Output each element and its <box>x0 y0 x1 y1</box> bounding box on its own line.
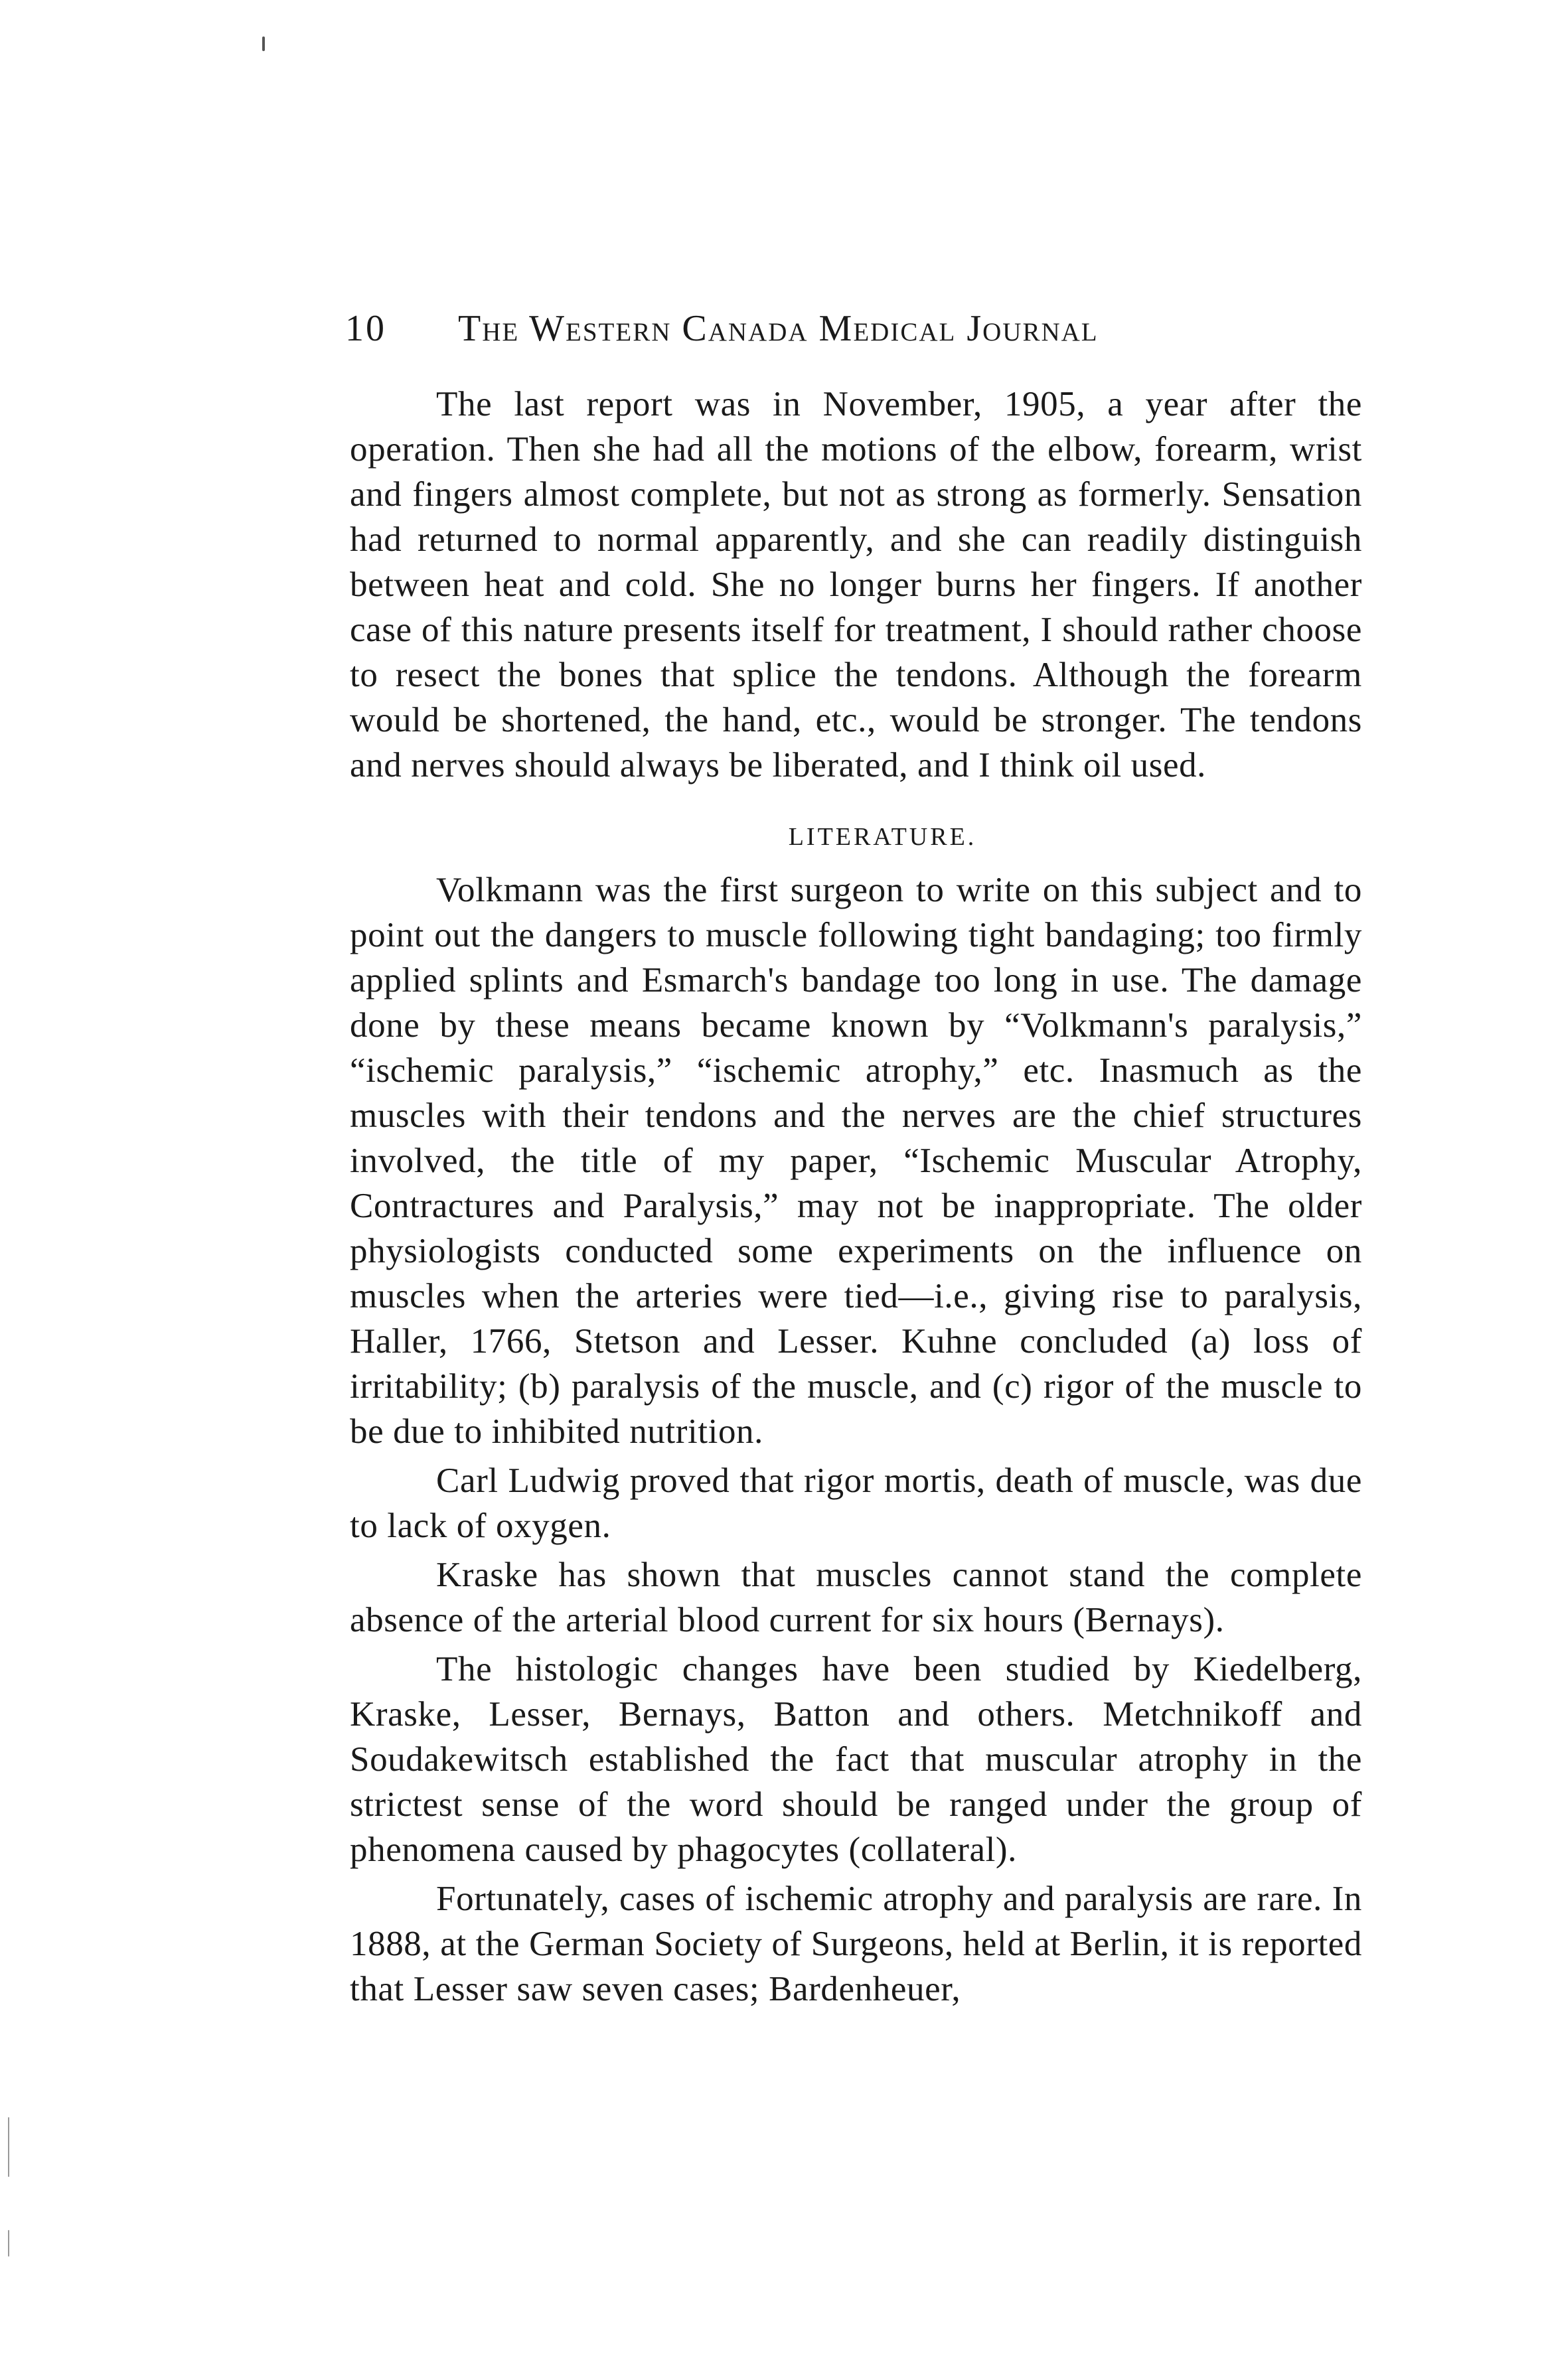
paragraph-kraske: Kraske has shown that muscles cannot stand the complete absence of the arterial blood current for six hours (Bernays). <box>350 1556 1362 1639</box>
paragraph-report: The last report was in November, 1905, a year after the operation. Then she had all the motions of the elbow, forearm, wrist and fingers almost complete, but not as strong as formerly. Sensation had returned to normal apparently, and she can readily distinguish between heat and cold. She no longer burns her fingers. If another case of this nature presents itself for treatment, I should rather choose to resect the bones that splice the tendons. Although the forearm would be shortened, the hand, etc., would be stronger. The tendons and nerves should always be liberated, and I think oil used. <box>350 385 1362 784</box>
article-body <box>350 382 1362 2012</box>
running-head <box>345 302 1394 355</box>
paragraph-histologic: The histologic changes have been studied by Kiedelberg, Kraske, Lesser, Bernays, Batton and others. Metchnikoff and Soudakewitsch established the fact that muscular atrophy in the strictest sense of the word should be ranged under the group of phenomena caused by phagocytes (collateral). <box>350 1650 1362 1869</box>
section-heading-literature: LITERATURE. <box>788 823 977 851</box>
paragraph-fortunately: Fortunately, cases of ischemic atrophy and paralysis are rare. In 1888, at the German Society of Surgeons, held at Berlin, it is reported that Lesser saw seven cases; Bardenheuer, <box>350 1880 1362 2008</box>
page-number: 10 <box>345 308 386 349</box>
scan-mark <box>8 2230 9 2257</box>
paragraph-volkmann: Volkmann was the first surgeon to write on this subject and to point out the dangers to muscle following tight bandaging; too firmly applied splints and Esmarch's bandage too long in use. The damage done by these means became known by “Volkmann's paralysis,” “ischemic paralysis,” “ischemic atrophy,” etc. Inasmuch as the muscles with their tendons and the nerves are the chief structures involved, the title of my paper, “Ischemic Muscular Atrophy, Contractures and Paralysis,” may not be inappropriate. The older physiologists conducted some experiments on the influence on muscles when the arteries were tied—i.e., giving rise to paralysis, Haller, 1766, Stetson and Lesser. Kuhne concluded (a) loss of irritability; (b) paralysis of the muscle, and (c) rigor of the muscle to be due to inhibited nutrition. <box>350 871 1362 1451</box>
journal-title: The Western Canada Medical Journal <box>458 308 1099 349</box>
paragraph-ludwig: Carl Ludwig proved that rigor mortis, death of muscle, was due to lack of oxygen. <box>350 1461 1362 1545</box>
scan-mark <box>262 37 265 51</box>
scan-mark <box>8 2117 9 2177</box>
